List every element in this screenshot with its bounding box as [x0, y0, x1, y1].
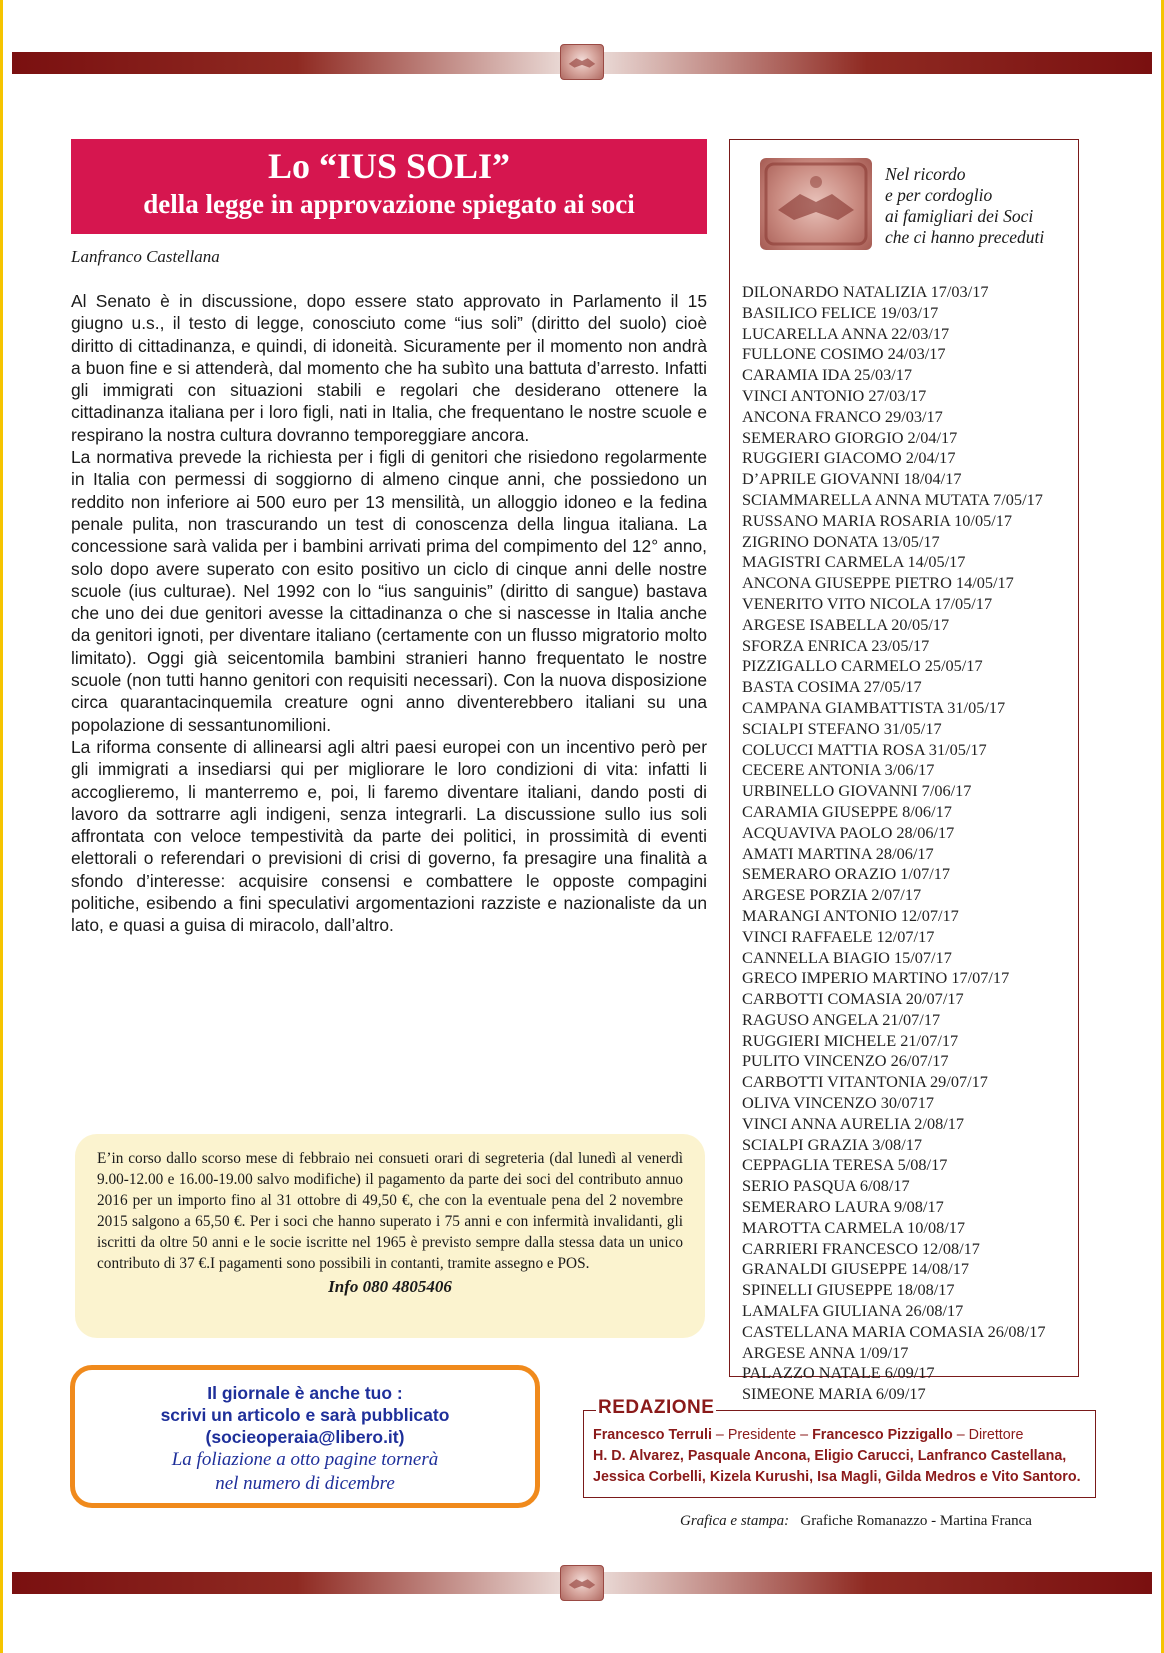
- president-name: Francesco Terruli: [593, 1427, 712, 1443]
- obituary-entry: RUSSANO MARIA ROSARIA 10/05/17: [742, 510, 1013, 530]
- obituary-entry: RUGGIERI GIACOMO 2/04/17: [742, 448, 956, 468]
- obituaries-panel: [729, 139, 1079, 1404]
- notice-info-phone: Info 080 4805406: [328, 1277, 452, 1296]
- headline-title: Lo “IUS SOLI”: [267, 146, 511, 186]
- obituary-entry: CARBOTTI VITANTONIA 29/07/17: [742, 1072, 988, 1092]
- article-author: Lanfranco Castellana: [71, 247, 220, 266]
- obituary-entry: SCIAMMARELLA ANNA MUTATA 7/05/17: [742, 489, 1043, 509]
- handshake-emblem-icon: [760, 158, 872, 250]
- obituary-entry: ANCONA FRANCO 29/03/17: [742, 406, 943, 426]
- obituary-entry: BASTA COSIMA 27/05/17: [742, 677, 922, 697]
- obituary-entry: LUCARELLA ANNA 22/03/17: [742, 323, 950, 343]
- contribute-promo-box: [70, 1365, 540, 1508]
- obituary-entry: D’APRILE GIOVANNI 18/04/17: [742, 469, 962, 489]
- obituary-entry: RAGUSO ANGELA 21/07/17: [742, 1009, 941, 1029]
- credits-label: Grafica e stampa:: [680, 1513, 790, 1529]
- obituary-entry: RUGGIERI MICHELE 21/07/17: [742, 1030, 959, 1050]
- director-role: – Direttore: [952, 1427, 1024, 1443]
- obituary-entry: SEMERARO GIORGIO 2/04/17: [742, 427, 958, 447]
- membership-fee-notice: [75, 1134, 705, 1338]
- obituary-entry: URBINELLO GIOVANNI 7/06/17: [742, 781, 972, 801]
- obituaries-list: [742, 282, 1046, 1405]
- obituaries-title-line: ai famigliari dei Soci: [885, 206, 1034, 226]
- obituary-entry: VENERITO VITO NICOLA 17/05/17: [742, 593, 993, 613]
- promo-email: (socieoperaia@libero.it): [205, 1427, 405, 1447]
- obituary-entry: PALAZZO NATALE 6/09/17: [742, 1363, 935, 1383]
- obituary-entry: ACQUAVIVA PAOLO 28/06/17: [742, 822, 955, 842]
- print-credits: [680, 1513, 1032, 1530]
- obituary-entry: SEMERARO LAURA 9/08/17: [742, 1197, 944, 1217]
- obituary-entry: MARANGI ANTONIO 12/07/17: [742, 905, 959, 925]
- promo-line-4: La foliazione a otto pagine tornerà: [171, 1449, 439, 1470]
- obituary-entry: CECERE ANTONIA 3/06/17: [742, 760, 935, 780]
- staff-members: H. D. Alvarez, Pasquale Ancona, Eligio Carucci, Lanfranco Castellana, Jessica Corbelli, Kizela Kurushi, Isa Magli, Gilda Medros e Vito Santoro.: [593, 1448, 1081, 1485]
- obituary-entry: CARRIERI FRANCESCO 12/08/17: [742, 1238, 980, 1258]
- obituary-entry: SFORZA ENRICA 23/05/17: [742, 635, 930, 655]
- obituary-entry: SPINELLI GIUSEPPE 18/08/17: [742, 1280, 955, 1300]
- redazione-title: REDAZIONE: [598, 1397, 715, 1418]
- obituary-entry: CANNELLA BIAGIO 15/07/17: [742, 947, 952, 967]
- headline-subtitle: della legge in approvazione spiegato ai soci: [143, 189, 635, 219]
- obituary-entry: SCIALPI STEFANO 31/05/17: [742, 718, 942, 738]
- promo-line-1: Il giornale è anche tuo :: [207, 1383, 403, 1403]
- obituaries-title-line: Nel ricordo: [885, 164, 966, 184]
- obituary-entry: AMATI MARTINA 28/06/17: [742, 843, 934, 863]
- obituary-entry: FULLONE COSIMO 24/03/17: [742, 344, 946, 364]
- obituary-entry: ANCONA GIUSEPPE PIETRO 14/05/17: [742, 573, 1014, 593]
- handshake-emblem-icon: [560, 44, 604, 80]
- obituary-entry: SERIO PASQUA 6/08/17: [742, 1176, 910, 1196]
- obituary-entry: LAMALFA GIULIANA 26/08/17: [742, 1301, 964, 1321]
- director-name: Francesco Pizzigallo: [812, 1427, 953, 1443]
- editorial-staff-box: [583, 1397, 1096, 1498]
- obituary-entry: CARAMIA GIUSEPPE 8/06/17: [742, 801, 952, 821]
- article-paragraph: La normativa prevede la richiesta per i figli di genitori che risiedono regolarmente in Italia con permessi di soggiorno di almeno cinque anni, che possiedono un reddito non inferiore ai 500 euro per 13 mensilità, un alloggio idoneo e la fedina penale pulita, non trascurando un test di conoscenza della lingua italiana. La concessione sarà valida per i bambini arrivati prima del compimento del 12° anno, solo dopo avere superato con esito positivo un ciclo di cinque anni delle nostre scuole (ius culturae). Nel 1992 con lo “ius sanguinis” (diritto di sangue) bastava che uno dei due genitori avesse la cittadinanza o che si nascesse in Italia anche da genitori ignoti, per diventare italiano (certamente con un flusso migratorio molto limitato). Oggi già seicentomila bambini stranieri hanno frequentato le nostre scuole (non tutti hanno genitori con requisiti necessari). Con la nuova disposizione circa quarantacinquemila creature ogni anno diventerebbero italiani su una popolazione di sessantunomilioni.: [71, 447, 707, 735]
- obituary-entry: VINCI RAFFAELE 12/07/17: [742, 926, 935, 946]
- credits-value: Grafiche Romanazzo - Martina Franca: [800, 1513, 1032, 1529]
- obituaries-title: [885, 164, 1044, 248]
- notice-text: E’in corso dallo scorso mese di febbraio nei consueti orari di segreteria (dal lunedì al venerdì 9.00-12.00 e 16.00-19.00 salvo modifiche) il pagamento da parte dei soci del contributo annuo 2016 per un importo fino al 31 ottobre di 49,50 €, che con la eventuale pena del 2 novembre 2015 salgono a 65,50 €. Per i soci che hanno superato i 75 anni e con infermità invalidanti, gli iscritti da oltre 50 anni e le socie iscritte nel 1965 è previsto sempre dalla stessa data un unico contributo di 37 €.I pagamenti sono possibili in contanti, tramite assegno e POS.: [97, 1150, 683, 1272]
- obituary-entry: VINCI ANNA AURELIA 2/08/17: [742, 1113, 965, 1133]
- obituary-entry: GRANALDI GIUSEPPE 14/08/17: [742, 1259, 970, 1279]
- obituary-entry: COLUCCI MATTIA ROSA 31/05/17: [742, 739, 987, 759]
- promo-line-5: nel numero di dicembre: [215, 1473, 395, 1494]
- page-border-left: [0, 0, 3, 1653]
- obituary-entry: ARGESE ANNA 1/09/17: [742, 1342, 909, 1362]
- obituary-entry: GRECO IMPERIO MARTINO 17/07/17: [742, 968, 1010, 988]
- obituary-entry: SCIALPI GRAZIA 3/08/17: [742, 1134, 923, 1154]
- obituary-entry: CARBOTTI COMASIA 20/07/17: [742, 989, 964, 1009]
- article-body: [71, 290, 707, 937]
- obituary-entry: SEMERARO ORAZIO 1/07/17: [742, 864, 951, 884]
- obituary-entry: MAROTTA CARMELA 10/08/17: [742, 1217, 966, 1237]
- obituary-entry: PIZZIGALLO CARMELO 25/05/17: [742, 656, 983, 676]
- obituaries-title-line: e per cordoglio: [885, 185, 993, 205]
- obituary-entry: DILONARDO NATALIZIA 17/03/17: [742, 282, 989, 301]
- obituaries-title-line: che ci hanno preceduti: [885, 227, 1045, 247]
- redazione-body: [593, 1425, 1089, 1488]
- obituary-entry: ZIGRINO DONATA 13/05/17: [742, 531, 940, 551]
- obituary-entry: BASILICO FELICE 19/03/17: [742, 302, 939, 322]
- president-role: – Presidente –: [711, 1427, 813, 1443]
- obituary-entry: CASTELLANA MARIA COMASIA 26/08/17: [742, 1321, 1046, 1341]
- obituary-entry: MAGISTRI CARMELA 14/05/17: [742, 552, 966, 572]
- article-paragraph: La riforma consente di allinearsi agli altri paesi europei con un incentivo però per gli immigrati a insediarsi qui per migliorare le loro condizioni di vita: infatti li accoglieremo, li manterremo e, poi, li faremo diventare italiani, dando posti di lavoro da sottrarre agli indigeni, senza integrarli. La discussione sullo ius soli affrontata con veloce tempestività da parte dei politici, in prossimità di eventi elettorali o referendari o previsioni di crisi di governo, fa presagire una finalità a sfondo d’interesse: acquisire consensi e combattere le opposte compagini politiche, esibendo a fini speculativi argomentazioni razziste e nazionaliste da un lato, e quasi a guisa di miracolo, dall’altro.: [71, 736, 707, 936]
- obituary-entry: ARGESE PORZIA 2/07/17: [742, 885, 922, 905]
- obituary-entry: CEPPAGLIA TERESA 5/08/17: [742, 1155, 948, 1175]
- article-paragraph: Al Senato è in discussione, dopo essere stato approvato in Parlamento il 15 giugno u.s., il testo di legge, conosciuto come “ius soli” (diritto del suolo) cioè diritto di cittadinanza, e quindi, di idoneità. Sicuramente per il momento non andrà a buon fine e si attenderà, dal momento che ha subìto una battuta d’arresto. Infatti gli immigrati con situazioni stabili e regolari che desiderano ottenere la cittadinanza italiana per i loro figli, nati in Italia, che frequentano le nostre scuole e respirano la nostra cultura dovranno temporeggiare ancora.: [71, 291, 707, 445]
- article-headline: [71, 139, 707, 234]
- obituary-entry: SIMEONE MARIA 6/09/17: [742, 1384, 926, 1404]
- obituary-entry: CAMPANA GIAMBATTISTA 31/05/17: [742, 697, 1006, 717]
- obituary-entry: OLIVA VINCENZO 30/0717: [742, 1093, 935, 1113]
- obituary-entry: PULITO VINCENZO 26/07/17: [742, 1051, 949, 1071]
- promo-line-2: scrivi un articolo e sarà pubblicato: [160, 1405, 450, 1425]
- obituary-entry: VINCI ANTONIO 27/03/17: [742, 385, 927, 405]
- obituary-entry: CARAMIA IDA 25/03/17: [742, 365, 913, 385]
- obituary-entry: ARGESE ISABELLA 20/05/17: [742, 614, 950, 634]
- handshake-emblem-icon: [560, 1565, 604, 1601]
